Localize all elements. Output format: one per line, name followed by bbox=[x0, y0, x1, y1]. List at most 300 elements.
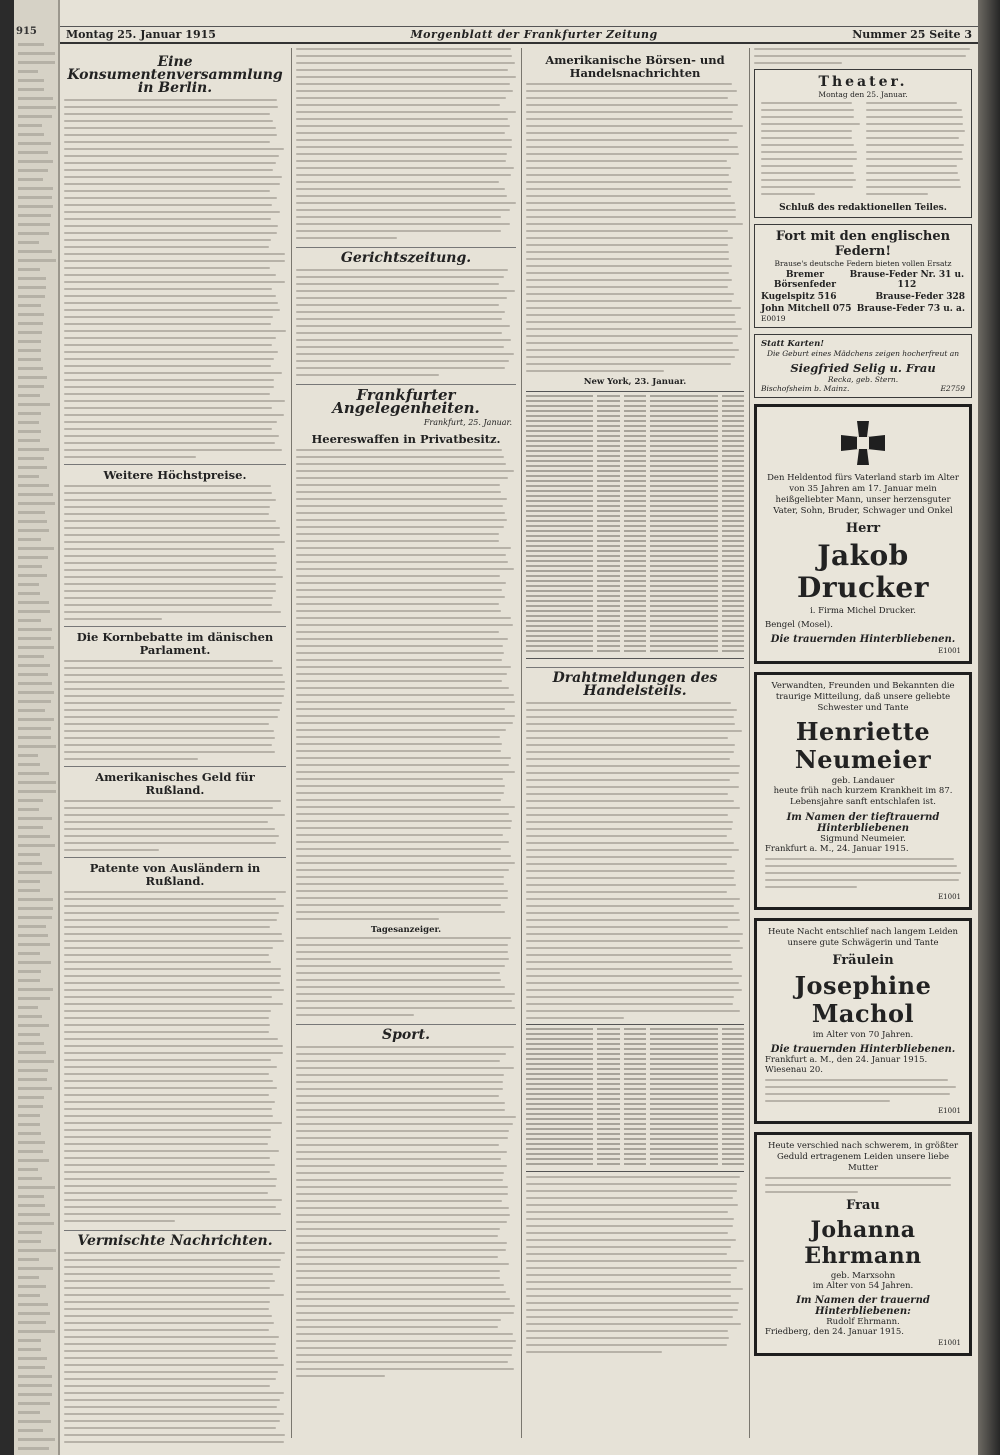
table-cell bbox=[650, 1038, 717, 1040]
previous-page-line bbox=[18, 700, 51, 703]
table-row bbox=[526, 1078, 744, 1080]
text-line bbox=[64, 274, 276, 276]
table-cell bbox=[597, 440, 619, 442]
table-cell bbox=[597, 500, 619, 502]
text-line bbox=[296, 456, 504, 458]
text-line bbox=[64, 148, 284, 150]
table-cell bbox=[526, 555, 593, 557]
text-line bbox=[64, 1066, 277, 1068]
text-line bbox=[526, 905, 734, 907]
table-cell bbox=[597, 450, 619, 452]
text-line bbox=[64, 898, 276, 900]
market-table bbox=[526, 1024, 744, 1172]
table-cell bbox=[722, 1073, 744, 1075]
table-cell bbox=[722, 545, 744, 547]
text-line bbox=[296, 297, 507, 299]
notice-born: geb. Marxsohn bbox=[830, 1271, 896, 1281]
table-cell bbox=[597, 605, 619, 607]
text-line bbox=[296, 729, 506, 731]
table-cell bbox=[722, 635, 744, 637]
text-line bbox=[64, 393, 270, 395]
text-line bbox=[64, 555, 276, 557]
text-line bbox=[64, 1178, 277, 1180]
text-line bbox=[64, 428, 272, 430]
text-line bbox=[64, 1315, 272, 1317]
table-cell bbox=[526, 580, 593, 582]
previous-page-line bbox=[18, 565, 42, 568]
text-line bbox=[526, 1218, 734, 1220]
table-cell bbox=[650, 1083, 717, 1085]
table-cell bbox=[722, 1108, 744, 1110]
text-line bbox=[64, 141, 270, 143]
table-cell bbox=[650, 475, 717, 477]
table-row bbox=[526, 425, 744, 427]
text-line bbox=[296, 834, 503, 836]
text-line bbox=[296, 897, 508, 899]
table-row bbox=[526, 525, 744, 527]
previous-page-line bbox=[18, 1060, 54, 1063]
text-line bbox=[64, 947, 273, 949]
headline: Patente von Ausländern in Rußland. bbox=[64, 857, 286, 888]
text-line bbox=[296, 1172, 504, 1174]
table-cell bbox=[526, 515, 593, 517]
text-line bbox=[526, 1183, 737, 1185]
text-line bbox=[296, 1333, 513, 1335]
table-row bbox=[526, 1028, 744, 1030]
table-cell bbox=[722, 400, 744, 402]
table-cell bbox=[650, 570, 717, 572]
text-line bbox=[64, 1157, 270, 1159]
article-text bbox=[296, 937, 516, 1016]
text-line bbox=[765, 1079, 948, 1081]
text-line bbox=[296, 965, 505, 967]
text-line bbox=[526, 975, 742, 977]
table-cell bbox=[526, 1098, 593, 1100]
table-cell bbox=[722, 1048, 744, 1050]
table-cell bbox=[624, 540, 646, 542]
table-cell bbox=[597, 630, 619, 632]
table-row bbox=[526, 455, 744, 457]
article-text bbox=[296, 269, 516, 376]
text-line bbox=[526, 1344, 727, 1346]
previous-page-line bbox=[18, 1006, 38, 1009]
table-cell bbox=[597, 1163, 619, 1165]
previous-page-line bbox=[18, 1411, 40, 1414]
table-cell bbox=[650, 640, 717, 642]
text-line bbox=[761, 123, 860, 125]
text-line bbox=[526, 1017, 624, 1019]
previous-page-line bbox=[18, 331, 42, 334]
text-line bbox=[296, 993, 515, 995]
table-cell bbox=[597, 505, 619, 507]
table-row bbox=[526, 490, 744, 492]
text-line bbox=[64, 1024, 270, 1026]
article-text bbox=[64, 800, 286, 851]
previous-page-line bbox=[18, 88, 44, 91]
text-line bbox=[296, 937, 511, 939]
federn-line: Brause's deutsche Federn bieten vollen Ersatz bbox=[774, 259, 952, 268]
text-line bbox=[526, 793, 728, 795]
table-cell bbox=[526, 635, 593, 637]
text-line bbox=[64, 1301, 270, 1303]
text-line bbox=[64, 183, 280, 185]
text-line bbox=[296, 160, 506, 162]
table-cell bbox=[624, 1088, 646, 1090]
table-cell bbox=[597, 1038, 619, 1040]
table-cell bbox=[650, 440, 717, 442]
previous-page-line bbox=[18, 61, 55, 64]
text-line bbox=[64, 190, 270, 192]
text-line bbox=[64, 1406, 277, 1408]
text-line bbox=[64, 1413, 284, 1415]
text-line bbox=[761, 172, 854, 174]
previous-page-line bbox=[18, 1177, 42, 1180]
table-cell bbox=[650, 1078, 717, 1080]
masthead-page: Nummer 25 Seite 3 bbox=[852, 28, 972, 41]
previous-page-line bbox=[18, 817, 52, 820]
table-cell bbox=[624, 635, 646, 637]
table-cell bbox=[624, 595, 646, 597]
table-cell bbox=[597, 510, 619, 512]
birth-names: Siegfried Selig u. Frau bbox=[790, 361, 936, 375]
text-line bbox=[526, 1260, 744, 1262]
table-row bbox=[526, 550, 744, 552]
previous-page-line bbox=[18, 124, 42, 127]
table-cell bbox=[650, 410, 717, 412]
text-line bbox=[296, 325, 510, 327]
table-cell bbox=[650, 490, 717, 492]
text-line bbox=[761, 151, 857, 153]
table-cell bbox=[624, 1113, 646, 1115]
text-line bbox=[296, 736, 500, 738]
ad-code: E0019 bbox=[761, 314, 786, 323]
text-line bbox=[296, 1060, 500, 1062]
text-line bbox=[526, 307, 741, 309]
table-row bbox=[526, 510, 744, 512]
table-cell bbox=[722, 610, 744, 612]
text-line bbox=[866, 158, 963, 160]
article-text bbox=[64, 99, 286, 458]
text-line bbox=[296, 1298, 510, 1300]
table-row bbox=[526, 1118, 744, 1120]
table-row bbox=[526, 420, 744, 422]
text-line bbox=[64, 842, 276, 844]
previous-page-line bbox=[18, 961, 51, 964]
table-cell bbox=[624, 470, 646, 472]
notice-intro: Heute Nacht entschlief nach langem Leiden unsere gute Schwägerin und Tante bbox=[767, 927, 959, 948]
table-cell bbox=[597, 1048, 619, 1050]
table-row bbox=[526, 1063, 744, 1065]
text-line bbox=[64, 99, 277, 101]
table-cell bbox=[597, 1103, 619, 1105]
table-cell bbox=[597, 595, 619, 597]
table-row bbox=[526, 1058, 744, 1060]
text-line bbox=[765, 1177, 951, 1179]
table-cell bbox=[526, 585, 593, 587]
newspaper-page bbox=[60, 0, 978, 1455]
text-line bbox=[64, 1192, 268, 1194]
text-line bbox=[64, 1392, 284, 1394]
table-cell bbox=[722, 530, 744, 532]
previous-page-line bbox=[18, 1168, 38, 1171]
table-cell bbox=[624, 1143, 646, 1145]
text-line bbox=[296, 715, 515, 717]
table-cell bbox=[526, 595, 593, 597]
previous-page-line bbox=[18, 1321, 46, 1324]
text-line bbox=[526, 97, 728, 99]
previous-page-line bbox=[18, 1348, 41, 1351]
text-line bbox=[526, 863, 727, 865]
previous-page-line bbox=[18, 1429, 43, 1432]
table-cell bbox=[526, 480, 593, 482]
table-cell bbox=[722, 495, 744, 497]
previous-page-line bbox=[18, 151, 48, 154]
table-cell bbox=[597, 490, 619, 492]
previous-page-line bbox=[18, 1447, 49, 1450]
text-line bbox=[526, 1267, 737, 1269]
table-cell bbox=[650, 590, 717, 592]
previous-page-line bbox=[18, 736, 51, 739]
table-cell bbox=[526, 1143, 593, 1145]
table-cell bbox=[722, 415, 744, 417]
previous-page-line bbox=[18, 835, 50, 838]
table-cell bbox=[597, 555, 619, 557]
column-2 bbox=[296, 48, 516, 1443]
table-cell bbox=[722, 540, 744, 542]
text-line bbox=[526, 160, 727, 162]
table-cell bbox=[624, 1033, 646, 1035]
text-line bbox=[64, 975, 281, 977]
table-row bbox=[526, 585, 744, 587]
table-cell bbox=[597, 400, 619, 402]
text-line bbox=[296, 1109, 505, 1111]
table-cell bbox=[722, 1063, 744, 1065]
text-line bbox=[64, 155, 279, 157]
text-line bbox=[296, 1340, 516, 1342]
text-line bbox=[296, 1179, 503, 1181]
text-line bbox=[296, 750, 501, 752]
previous-page-line bbox=[18, 421, 39, 424]
table-cell bbox=[624, 645, 646, 647]
table-cell bbox=[624, 1078, 646, 1080]
text-line bbox=[296, 666, 511, 668]
text-line bbox=[526, 1295, 731, 1297]
table-cell bbox=[722, 1103, 744, 1105]
headline: Amerikanische Börsen- und Handelsnachrichten bbox=[545, 53, 725, 80]
table-cell bbox=[526, 1043, 593, 1045]
table-cell bbox=[526, 610, 593, 612]
text-line bbox=[526, 709, 737, 711]
table-cell bbox=[722, 475, 744, 477]
table-row bbox=[526, 1153, 744, 1155]
table-cell bbox=[722, 455, 744, 457]
table-cell bbox=[526, 620, 593, 622]
headline: Amerikanisches Geld für Rußland. bbox=[64, 766, 286, 797]
notice-age: im Alter von 54 Jahren. bbox=[812, 1281, 914, 1291]
text-line bbox=[64, 828, 275, 830]
text-line bbox=[296, 367, 505, 369]
table-cell bbox=[597, 550, 619, 552]
text-line bbox=[765, 879, 959, 881]
table-cell bbox=[624, 610, 646, 612]
table-row bbox=[526, 1038, 744, 1040]
text-line bbox=[296, 318, 502, 320]
text-line bbox=[64, 1080, 273, 1082]
text-line bbox=[64, 891, 286, 893]
table-cell bbox=[526, 400, 593, 402]
text-line bbox=[296, 1375, 385, 1377]
text-line bbox=[296, 55, 512, 57]
table-cell bbox=[624, 515, 646, 517]
previous-page-line bbox=[18, 340, 41, 343]
text-line bbox=[64, 814, 285, 816]
ad-code: E1001 bbox=[938, 1339, 961, 1347]
text-line bbox=[64, 1220, 175, 1222]
table-cell bbox=[650, 610, 717, 612]
text-line bbox=[64, 758, 198, 760]
column-4 bbox=[754, 48, 972, 1443]
text-line bbox=[64, 611, 281, 613]
notice-born: geb. Landauer bbox=[831, 776, 895, 786]
previous-page-line bbox=[18, 1159, 49, 1162]
table-cell bbox=[650, 545, 717, 547]
table-row bbox=[526, 470, 744, 472]
text-line bbox=[296, 223, 510, 225]
previous-page-line bbox=[18, 376, 47, 379]
table-cell bbox=[722, 1113, 744, 1115]
article-text bbox=[64, 1252, 286, 1443]
table-cell bbox=[597, 600, 619, 602]
table-cell bbox=[597, 590, 619, 592]
birth-head: Statt Karten! bbox=[761, 339, 825, 349]
text-line bbox=[526, 1330, 728, 1332]
text-line bbox=[64, 667, 282, 669]
table-row bbox=[526, 625, 744, 627]
text-line bbox=[296, 827, 511, 829]
text-line bbox=[296, 283, 499, 285]
previous-page-line bbox=[18, 1258, 39, 1261]
text-line bbox=[64, 919, 277, 921]
table-row bbox=[526, 445, 744, 447]
ad-code: E1001 bbox=[938, 647, 961, 655]
text-line bbox=[754, 48, 970, 50]
text-line bbox=[64, 421, 277, 423]
table-row bbox=[526, 645, 744, 647]
table-cell bbox=[650, 1148, 717, 1150]
table-cell bbox=[650, 525, 717, 527]
text-line bbox=[296, 1368, 514, 1370]
text-line bbox=[296, 624, 513, 626]
table-row bbox=[526, 520, 744, 522]
previous-page-line bbox=[18, 1312, 50, 1315]
table-cell bbox=[722, 560, 744, 562]
previous-page-line bbox=[18, 880, 40, 883]
text-line bbox=[526, 842, 734, 844]
table-cell bbox=[624, 395, 646, 397]
table-cell bbox=[650, 520, 717, 522]
text-line bbox=[296, 617, 511, 619]
table-cell bbox=[526, 645, 593, 647]
table-cell bbox=[722, 1163, 744, 1165]
table-cell bbox=[624, 400, 646, 402]
text-line bbox=[296, 596, 505, 598]
text-line bbox=[526, 1211, 728, 1213]
text-line bbox=[296, 290, 515, 292]
text-line bbox=[296, 561, 508, 563]
text-line bbox=[866, 179, 960, 181]
previous-page-line bbox=[18, 385, 44, 388]
text-line bbox=[296, 76, 516, 78]
table-cell bbox=[526, 425, 593, 427]
text-line bbox=[765, 872, 961, 874]
table-cell bbox=[597, 545, 619, 547]
previous-page-line bbox=[18, 169, 48, 172]
text-line bbox=[526, 356, 735, 358]
previous-page-line bbox=[18, 1105, 43, 1108]
text-line bbox=[296, 862, 515, 864]
table-cell bbox=[650, 420, 717, 422]
text-line bbox=[296, 304, 499, 306]
text-line bbox=[64, 940, 284, 942]
text-line bbox=[296, 876, 504, 878]
text-line bbox=[64, 1350, 275, 1352]
table-cell bbox=[722, 645, 744, 647]
text-line bbox=[296, 83, 510, 85]
text-line bbox=[296, 1081, 503, 1083]
text-line bbox=[526, 342, 733, 344]
text-line bbox=[526, 174, 729, 176]
table-cell bbox=[624, 455, 646, 457]
table-cell bbox=[597, 1118, 619, 1120]
previous-page-line bbox=[18, 286, 46, 289]
federn-item: Brause-Feder 328 bbox=[875, 292, 965, 302]
table-cell bbox=[597, 1148, 619, 1150]
table-row bbox=[526, 395, 744, 397]
table-cell bbox=[722, 1153, 744, 1155]
previous-page-line bbox=[18, 214, 51, 217]
text-line bbox=[296, 972, 500, 974]
table-cell bbox=[722, 605, 744, 607]
text-line bbox=[526, 370, 664, 372]
previous-page-line bbox=[18, 1132, 41, 1135]
table-cell bbox=[526, 430, 593, 432]
table-cell bbox=[722, 590, 744, 592]
text-line bbox=[296, 890, 508, 892]
text-line bbox=[866, 165, 957, 167]
text-line bbox=[296, 90, 513, 92]
table-cell bbox=[597, 1113, 619, 1115]
ad-code: E1001 bbox=[938, 1107, 961, 1115]
text-line bbox=[526, 223, 743, 225]
table-row bbox=[526, 500, 744, 502]
text-line bbox=[296, 491, 501, 493]
previous-page-line bbox=[18, 1276, 39, 1279]
table-cell bbox=[650, 1093, 717, 1095]
previous-page-line bbox=[18, 259, 56, 262]
table-row bbox=[526, 545, 744, 547]
previous-page-line bbox=[18, 790, 56, 793]
notice-instructions bbox=[765, 858, 961, 888]
text-line bbox=[866, 151, 962, 153]
table-cell bbox=[624, 460, 646, 462]
subhead: Tagesanzeiger. bbox=[370, 925, 442, 935]
table-row bbox=[526, 595, 744, 597]
previous-page-line bbox=[18, 1357, 47, 1360]
notice-age: im Alter von 70 Jahren. bbox=[812, 1030, 914, 1040]
text-line bbox=[64, 239, 271, 241]
table-cell bbox=[624, 650, 646, 652]
text-line bbox=[765, 1184, 951, 1186]
